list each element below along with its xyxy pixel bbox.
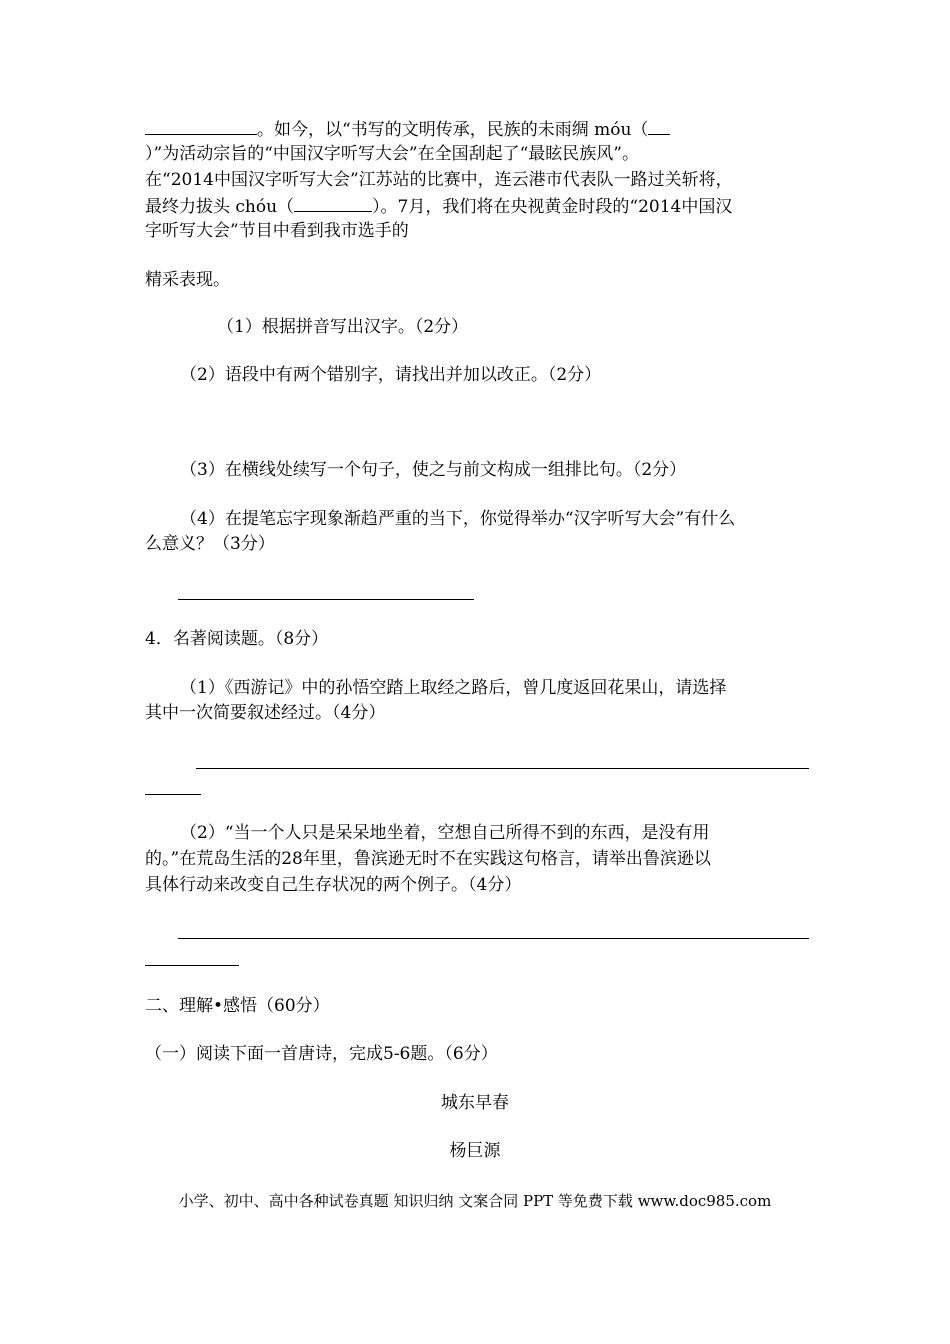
question-3-4-line-2: 么意义？（3分） [145,534,275,554]
answer-line[interactable] [145,794,201,795]
answer-blank[interactable] [648,118,670,135]
answer-blank[interactable] [145,118,257,135]
answer-line[interactable] [196,768,809,769]
section-2-part-1: （一）阅读下面一首唐诗，完成5-6题。（6分） [145,1044,498,1064]
question-4-2-line-2: 的。”在荒岛生活的28年里，鲁滨逊无时不在实践这句格言，请举出鲁滨逊以 [145,849,711,869]
passage-line-4: 最终力拔头 chóu（ ）。7月，我们将在央视黄金时段的“2014中国汉 [145,197,733,217]
passage-line-5: 字听写大会”节目中看到我市选手的 [145,221,409,241]
answer-line[interactable] [178,938,809,939]
question-4-1-line-1: （1）《西游记》中的孙悟空踏上取经之路后，曾几度返回花果山，请选择 [180,678,727,698]
question-4-title: 4．名著阅读题。（8分） [145,629,329,649]
question-4-2-line-3: 具体行动来改变自己生存状况的两个例子。（4分） [145,875,522,895]
passage-line-2: ）”为活动宗旨的“中国汉字听写大会”在全国刮起了“最眩民族风”。 [145,144,639,164]
passage-line-6: 精采表现。 [145,270,230,290]
page-footer: 小学、初中、高中各种试卷真题 知识归纳 文案合同 PPT 等免费下载 www.doc985.com [178,1192,772,1210]
poem-title: 城东早春 [441,1093,509,1113]
passage-line-3: 在“2014中国汉字听写大会”江苏站的比赛中，连云港市代表队一路过关斩将， [145,170,733,190]
question-3-4-line-1: （4）在提笔忘字现象渐趋严重的当下，你觉得举办“汉字听写大会”有什么 [180,509,736,529]
passage-line-1: 。如今，以“书写的文明传承，民族的未雨绸 móu（ [145,118,670,141]
question-4-1-line-2: 其中一次简要叙述经过。（4分） [145,703,386,723]
question-3-1: （1）根据拼音写出汉字。（2分） [217,317,469,337]
poem-author: 杨巨源 [449,1141,501,1161]
answer-line[interactable] [145,965,239,966]
question-4-2-line-1: （2）“当一个人只是呆呆地坐着，空想自己所得不到的东西，是没有用 [180,823,710,843]
answer-line[interactable] [178,599,474,600]
question-3-2: （2）语段中有两个错别字，请找出并加以改正。（2分） [180,365,602,385]
question-3-3: （3）在横线处续写一个句子，使之与前文构成一组排比句。（2分） [180,460,687,480]
answer-blank[interactable] [294,195,372,212]
section-2-heading: 二、理解•感悟（60分） [145,996,330,1016]
